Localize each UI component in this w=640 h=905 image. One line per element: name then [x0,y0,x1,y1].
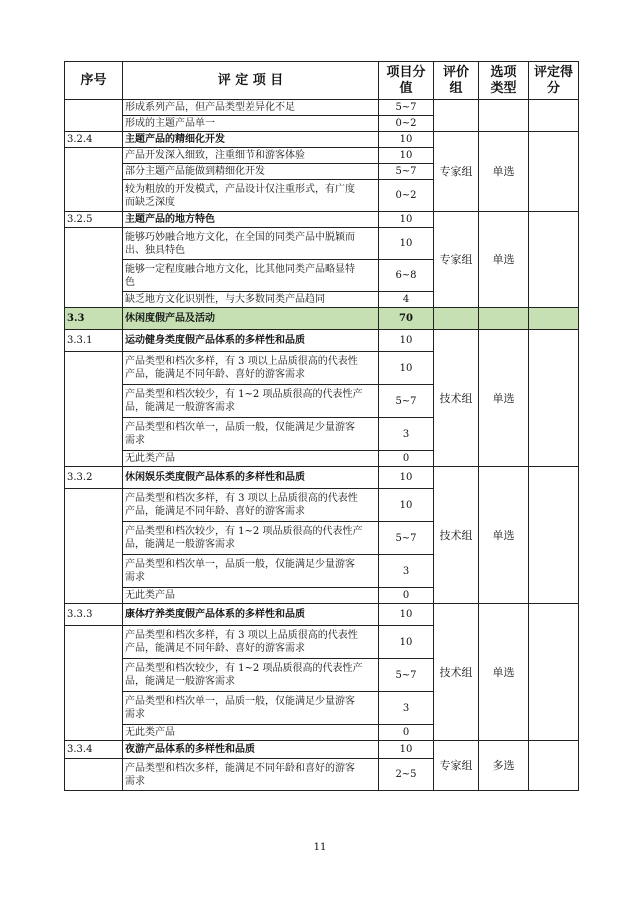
header-no: 序号 [65,62,123,100]
group-cell: 技术组 [434,604,479,741]
score-cell[interactable] [529,604,579,741]
item-points: 0~2 [379,180,434,212]
item-text: 产品类型和档次单一，品质一般，仅能满足少量游客 需求 [123,555,379,588]
type-cell [479,100,529,132]
item-text: 产品开发深入细致，注重细节和游客体验 [123,148,379,164]
item-text: 形成的主题产品单一 [123,116,379,132]
evaluation-table [64,61,579,791]
header-group: 评价 组 [434,62,479,100]
row-number [65,100,123,132]
row-number [65,759,123,791]
item-points: 3 [379,555,434,588]
item-text: 无此类产品 [123,725,379,741]
header-type: 选项 类型 [479,62,529,100]
section-points: 10 [379,330,434,352]
section-row [65,132,579,148]
type-cell [479,308,529,330]
header-item: 评 定 项 目 [123,62,379,100]
table-header-row [65,62,579,100]
item-points: 6~8 [379,260,434,292]
section-row [65,212,579,228]
section-points: 10 [379,741,434,759]
section-title: 运动健身类度假产品体系的多样性和品质 [123,330,379,352]
score-cell[interactable] [529,100,579,132]
section-number: 3.2.5 [65,212,123,228]
category-points: 70 [379,308,434,330]
item-text: 产品类型和档次较少，有 1~2 项品质很高的代表性产 品，能满足一般游客需求 [123,385,379,418]
row-number [65,489,123,604]
item-points: 0 [379,588,434,604]
group-cell [434,100,479,132]
category-number: 3.3 [65,308,123,330]
item-text: 产品类型和档次较少，有 1~2 项品质很高的代表性产 品，能满足一般游客需求 [123,522,379,555]
section-number: 3.3.4 [65,741,123,759]
item-text: 能够一定程度融合地方文化，比其他同类产品略显特 色 [123,260,379,292]
item-points: 10 [379,626,434,659]
item-points: 0 [379,451,434,467]
item-text: 无此类产品 [123,588,379,604]
group-cell: 专家组 [434,212,479,308]
item-text: 能够巧妙融合地方文化，在全国的同类产品中脱颖而 出、独具特色 [123,228,379,260]
page-number: 11 [313,842,327,853]
type-cell: 单选 [479,212,529,308]
item-points: 5~7 [379,100,434,116]
category-title: 休闲度假产品及活动 [123,308,379,330]
item-points: 5~7 [379,522,434,555]
section-points: 10 [379,467,434,489]
item-text: 缺乏地方文化识别性，与大多数同类产品趋同 [123,292,379,308]
item-points: 10 [379,228,434,260]
section-number: 3.3.3 [65,604,123,626]
item-points: 5~7 [379,659,434,692]
header-score: 评定得 分 [529,62,579,100]
score-cell[interactable] [529,741,579,791]
section-number: 3.3.1 [65,330,123,352]
item-points: 0 [379,725,434,741]
type-cell: 单选 [479,604,529,741]
group-cell: 专家组 [434,132,479,212]
row-number [65,228,123,308]
item-text: 产品类型和档次单一，品质一般，仅能满足少量游客 需求 [123,692,379,725]
table-row [65,100,579,116]
header-points: 项目分 值 [379,62,434,100]
section-title: 主题产品的精细化开发 [123,132,379,148]
section-title: 夜游产品体系的多样性和品质 [123,741,379,759]
score-cell[interactable] [529,330,579,467]
item-text: 产品类型和档次多样，有 3 项以上品质很高的代表性 产品，能满足不同年龄、喜好的游客需求 [123,489,379,522]
row-number [65,352,123,467]
type-cell: 多选 [479,741,529,791]
score-cell[interactable] [529,467,579,604]
item-text: 产品类型和档次单一，品质一般，仅能满足少量游客 需求 [123,418,379,451]
section-points: 10 [379,212,434,228]
score-cell [529,308,579,330]
section-number: 3.2.4 [65,132,123,148]
type-cell: 单选 [479,467,529,604]
item-points: 5~7 [379,385,434,418]
item-points: 10 [379,148,434,164]
item-text: 产品类型和档次较少，有 1~2 项品质很高的代表性产 品，能满足一般游客需求 [123,659,379,692]
item-points: 3 [379,692,434,725]
item-points: 4 [379,292,434,308]
group-cell: 技术组 [434,467,479,604]
item-text: 形成系列产品，但产品类型差异化不足 [123,100,379,116]
item-text: 部分主题产品能做到精细化开发 [123,164,379,180]
category-row [65,308,579,330]
item-text: 产品类型和档次多样，有 3 项以上品质很高的代表性 产品，能满足不同年龄、喜好的游客需求 [123,352,379,385]
section-row [65,604,579,626]
type-cell: 单选 [479,330,529,467]
group-cell [434,308,479,330]
row-number [65,148,123,212]
item-text: 较为粗放的开发模式，产品设计仅注重形式，有广度 而缺乏深度 [123,180,379,212]
item-points: 0~2 [379,116,434,132]
group-cell: 专家组 [434,741,479,791]
section-title: 主题产品的地方特色 [123,212,379,228]
item-text: 产品类型和档次多样，能满足不同年龄和喜好的游客 需求 [123,759,379,791]
item-text: 产品类型和档次多样，有 3 项以上品质很高的代表性 产品，能满足不同年龄、喜好的游客需求 [123,626,379,659]
section-title: 康体疗养类度假产品体系的多样性和品质 [123,604,379,626]
section-title: 休闲娱乐类度假产品体系的多样性和品质 [123,467,379,489]
item-points: 5~7 [379,164,434,180]
item-points: 10 [379,352,434,385]
score-cell[interactable] [529,212,579,308]
item-points: 3 [379,418,434,451]
section-points: 10 [379,132,434,148]
type-cell: 单选 [479,132,529,212]
row-number [65,626,123,741]
item-text: 无此类产品 [123,451,379,467]
section-row [65,741,579,759]
score-cell[interactable] [529,132,579,212]
section-row [65,330,579,352]
item-points: 2~5 [379,759,434,791]
section-number: 3.3.2 [65,467,123,489]
section-points: 10 [379,604,434,626]
group-cell: 技术组 [434,330,479,467]
item-points: 10 [379,489,434,522]
section-row [65,467,579,489]
